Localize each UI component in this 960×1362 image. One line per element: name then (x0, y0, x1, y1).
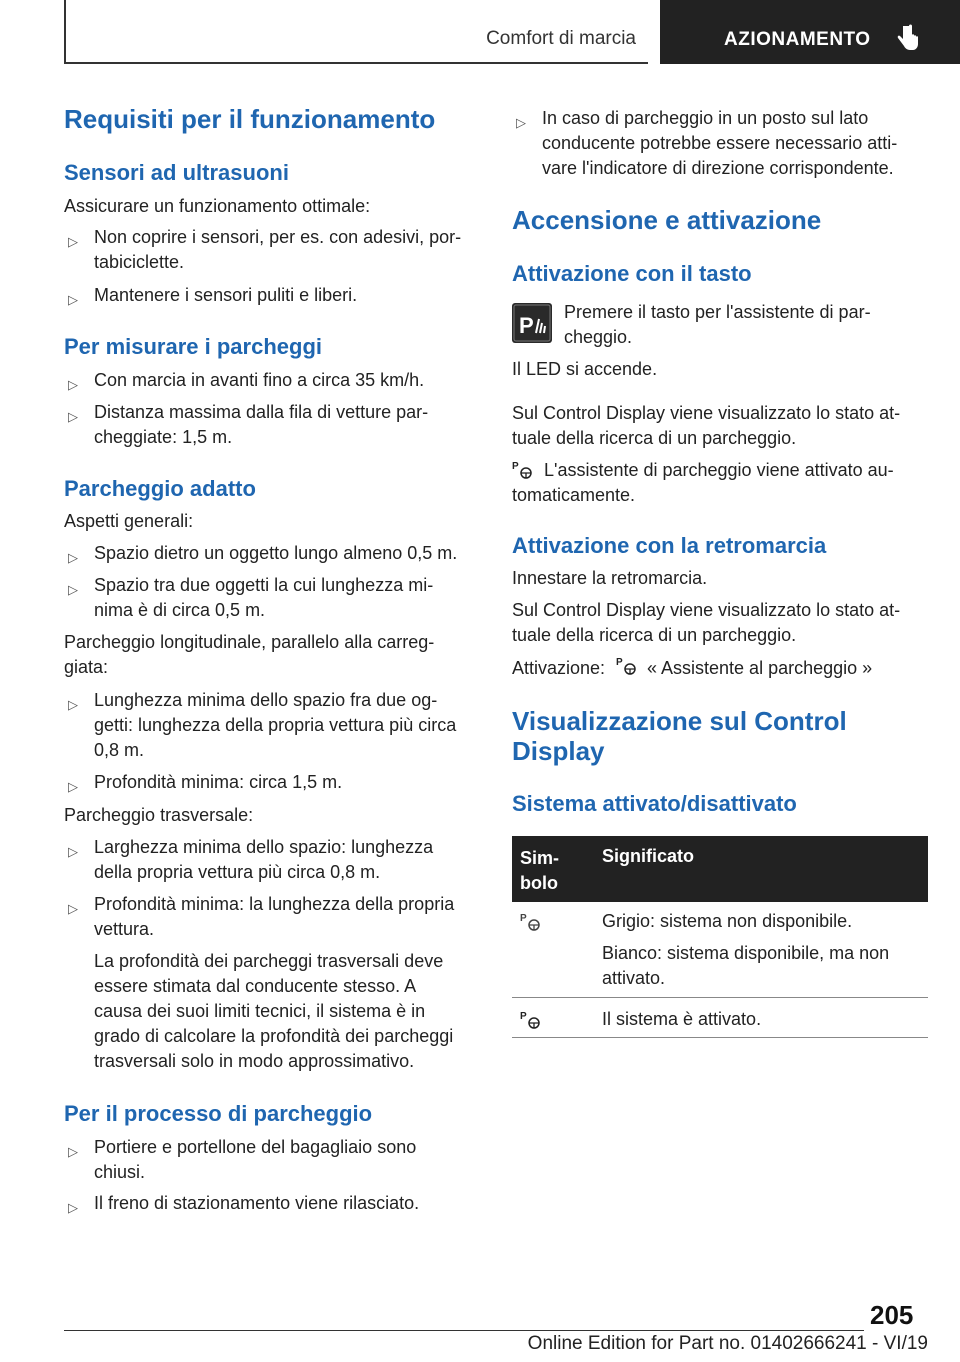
list-item-text: vare l'indicatore di direzione corrispondente. (542, 158, 894, 178)
footer-rule (64, 1330, 864, 1331)
header-chapter-tab (660, 0, 960, 64)
svg-text:P: P (616, 657, 623, 668)
list-item (64, 368, 424, 393)
svg-text:P: P (512, 461, 519, 472)
table-header-meaning: Significato (602, 846, 695, 866)
bullet-triangle-icon: ▷ (68, 550, 78, 565)
list-item (64, 1191, 419, 1216)
bullet-triangle-icon: ▷ (68, 234, 78, 249)
note-line: essere stimata dal conducente stesso. A (94, 976, 417, 996)
header-chapter-label: AZIONAMENTO (724, 29, 871, 50)
list-item-text: Larghezza minima dello spazio: lunghezza (94, 837, 434, 857)
table-row: Il sistema è attivato. (602, 1009, 762, 1029)
list-item-text: Con marcia in avanti fino a circa 35 km/h. (94, 370, 425, 390)
paragraph-line: Sul Control Display viene visualizzato lo stato at‐ (512, 600, 901, 620)
note-line: La profondità dei parcheggi trasversali deve (94, 951, 444, 971)
table-header (512, 836, 928, 902)
bullet-triangle-icon: ▷ (68, 409, 78, 424)
paragraph (64, 630, 434, 680)
bullet-triangle-icon: ▷ (68, 697, 78, 712)
note-line: grado di calcolare la profondità dei parcheggi (94, 1026, 454, 1046)
list-item-text: Portiere e portellone del bagagliaio sono (94, 1137, 417, 1157)
list-item (64, 688, 456, 763)
header-section-title: Comfort di marcia (486, 28, 636, 49)
paragraph (512, 401, 900, 451)
bullet-triangle-icon: ▷ (68, 582, 78, 597)
bullet-triangle-icon: ▷ (68, 779, 78, 794)
header-line: Sim‐ (520, 848, 560, 868)
paragraph (512, 598, 900, 648)
bullet-triangle-icon: ▷ (68, 1200, 78, 1215)
note-line: causa dei suoi limiti tecnici, il sistema è in (94, 1001, 426, 1021)
heading-button-activation: Attivazione con il tasto (512, 261, 752, 286)
list-item (64, 283, 357, 308)
paragraph-line: L'assistente di parcheggio viene attivato au‐ (544, 460, 894, 480)
bullet-triangle-icon: ▷ (68, 377, 78, 392)
heading-reverse-activation: Attivazione con la retromarcia (512, 533, 827, 558)
bullet-triangle-icon: ▷ (68, 844, 78, 859)
list-item-text: Lunghezza minima dello spazio fra due og‐ (94, 690, 438, 710)
list-item-text: 0,8 m. (94, 740, 145, 760)
heading-ultrasonic-sensors: Sensori ad ultrasuoni (64, 160, 289, 185)
table-cell-text: attivato. (602, 968, 666, 988)
list-item-text: tabiciclette. (94, 252, 185, 272)
paragraph (564, 300, 871, 350)
heading-suitable-spot: Parcheggio adatto (64, 476, 256, 501)
menu-path: « Assistente al parcheggio » (647, 658, 873, 678)
list-item-text: chiusi. (94, 1162, 146, 1182)
parking-assistant-icon (520, 912, 542, 932)
list-item (64, 225, 514, 275)
list-item-text: vettura. (94, 919, 155, 939)
parking-assistant-icon (616, 656, 638, 676)
table-cell-text: Bianco: sistema disponibile, ma non (602, 943, 890, 963)
list-item-text: della propria vettura più circa 0,8 m. (94, 862, 381, 882)
spacer (602, 934, 889, 941)
section-title-requirements: Requisiti per il funzionamento (64, 104, 436, 134)
bullet-triangle-icon: ▷ (68, 292, 78, 307)
paragraph: Aspetti generali: (64, 511, 194, 531)
paragraph-line: Sul Control Display viene visualizzato lo stato at‐ (512, 403, 901, 423)
parking-assistant-active-icon (520, 1010, 542, 1030)
bullet-triangle-icon: ▷ (68, 901, 78, 916)
title-line: Visualizzazione sul Control (512, 706, 847, 736)
list-item-text: Distanza massima dalla fila di vetture par‐ (94, 402, 429, 422)
list-item-text: cheggiate: 1,5 m. (94, 427, 233, 447)
table-row (602, 909, 889, 991)
paragraph: Innestare la retromarcia. (512, 568, 708, 588)
paragraph (512, 458, 894, 508)
list-item (64, 400, 428, 450)
svg-text:P: P (520, 913, 527, 924)
list-item-text: conducente potrebbe essere necessario atti‐ (542, 133, 898, 153)
list-item-text: Profondità minima: circa 1,5 m. (94, 772, 343, 792)
paragraph: Il LED si accende. (512, 359, 658, 379)
list-item (64, 892, 454, 1074)
hand-pointer-icon (896, 24, 920, 52)
paragraph-line: Parcheggio longitudinale, parallelo alla carreg‐ (64, 632, 435, 652)
spacer (94, 942, 454, 949)
heading-parking-process: Per il processo di parcheggio (64, 1101, 373, 1126)
paragraph-line: tuale della ricerca di un parcheggio. (512, 428, 797, 448)
list-item-text: In caso di parcheggio in un posto sul lato (542, 108, 869, 128)
svg-text:P: P (520, 1011, 527, 1022)
list-item (64, 573, 433, 623)
paragraph-line: tuale della ricerca di un parcheggio. (512, 625, 797, 645)
list-item (64, 770, 342, 795)
header-line: bolo (520, 873, 558, 893)
list-item-text: Mantenere i sensori puliti e liberi. (94, 285, 358, 305)
list-item (64, 835, 433, 885)
section-title-activation: Accensione e attivazione (512, 205, 822, 235)
paragraph: Assicurare un funzionamento ottimale: (64, 196, 371, 216)
title-line: Display (512, 736, 605, 766)
paragraph-line: cheggio. (564, 327, 633, 347)
list-item-text: Spazio dietro un oggetto lungo almeno 0,5 m. (94, 543, 458, 563)
park-assist-button-icon (512, 303, 552, 343)
heading-measure-parking: Per misurare i parcheggi (64, 334, 322, 359)
header-bottom-rule (64, 62, 648, 64)
list-item-text: Profondità minima: la lunghezza della propria (94, 894, 455, 914)
bullet-triangle-icon: ▷ (516, 115, 526, 130)
table-divider (512, 1037, 928, 1038)
bullet-triangle-icon: ▷ (68, 1144, 78, 1159)
activation-label: Attivazione: (512, 658, 606, 678)
page-number: 205 (870, 1300, 914, 1330)
svg-text:P: P (519, 313, 534, 338)
note-line: trasversali solo in modo approssimativo. (94, 1051, 415, 1071)
heading-system-state: Sistema attivato/disattivato (512, 791, 797, 816)
list-item-text: Spazio tra due oggetti la cui lunghezza mi‐ (94, 575, 434, 595)
table-cell-text: Grigio: sistema non disponibile. (602, 911, 853, 931)
list-item-text: Il freno di stazionamento viene rilasciato. (94, 1193, 420, 1213)
section-title-display (512, 706, 847, 766)
list-item (512, 106, 897, 181)
list-item-text: getti: lunghezza della propria vettura più circa (94, 715, 457, 735)
list-item-text: nima è di circa 0,5 m. (94, 600, 266, 620)
table-divider (512, 997, 928, 998)
paragraph-line: giata: (64, 657, 109, 677)
list-item-text: Non coprire i sensori, per es. con adesivi, por‐ (94, 227, 462, 247)
paragraph-line: tomaticamente. (512, 485, 636, 505)
table-header-symbol (520, 846, 580, 896)
edition-footer: Online Edition for Part no. 01402666241 - VI/19 (527, 1333, 928, 1354)
paragraph: Parcheggio trasversale: (64, 805, 254, 825)
paragraph-line: Premere il tasto per l'assistente di par‐ (564, 302, 871, 322)
list-item (64, 1135, 416, 1185)
list-item (64, 541, 514, 566)
header-left-rule (64, 0, 66, 64)
